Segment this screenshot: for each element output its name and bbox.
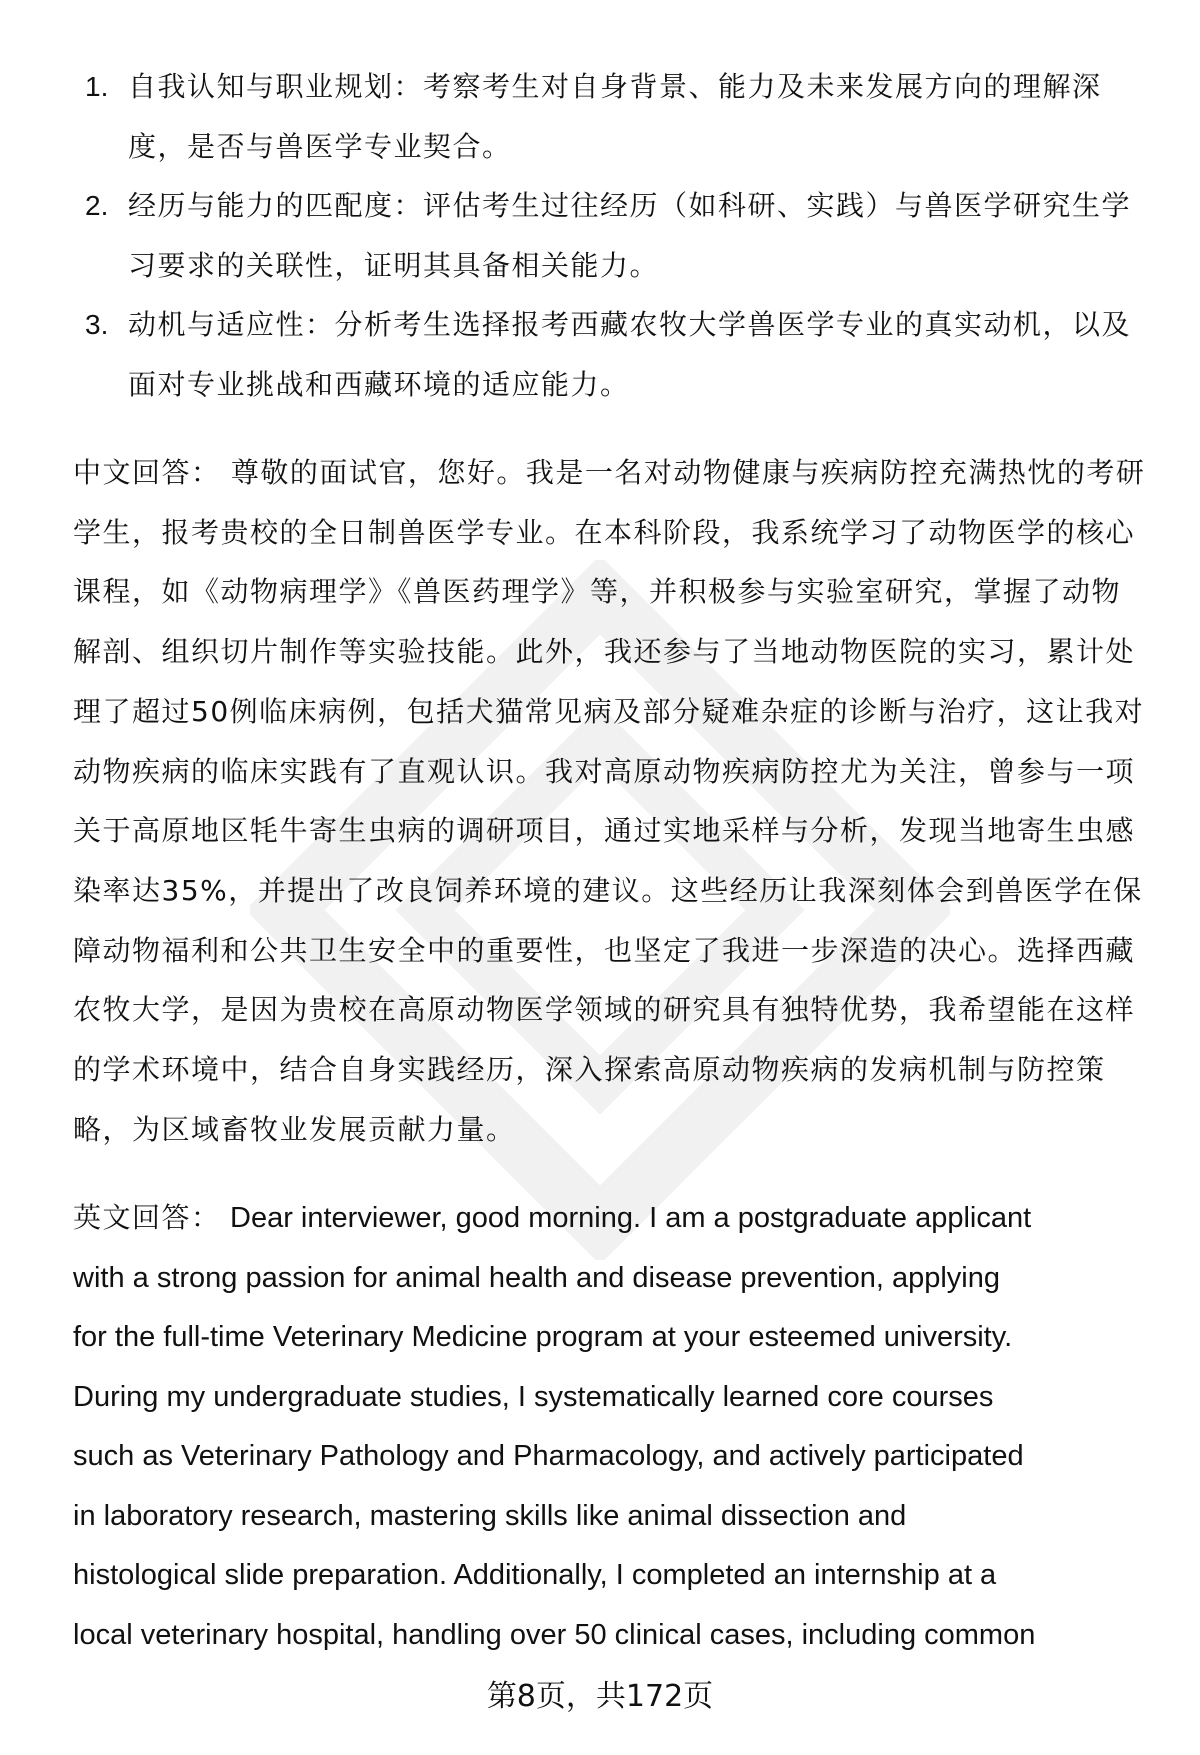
english-answer-label: 英文回答： (73, 1201, 221, 1234)
english-answer-line: for the full-time Veterinary Medicine program at your esteemed university. (73, 1321, 1013, 1353)
chinese-answer-line: 关于高原地区牦牛寄生虫病的调研项目，通过实地采样与分析，发现当地寄生虫感 (73, 814, 1136, 848)
list-item-text: 动机与适应性：分析考生选择报考西藏农牧大学兽医学专业的真实动机，以及 (128, 308, 1132, 341)
chinese-answer-line: 略，为区域畜牧业发展贡献力量。 (73, 1112, 516, 1146)
chinese-answer-line: 动物疾病的临床实践有了直观认识。我对高原动物疾病防控尤为关注，曾参与一项 (73, 754, 1136, 788)
chinese-answer-line: 学生，报考贵校的全日制兽医学专业。在本科阶段，我系统学习了动物医学的核心 (73, 515, 1136, 549)
chinese-answer-line: 障动物福利和公共卫生安全中的重要性，也坚定了我进一步深造的决心。选择西藏 (73, 933, 1136, 967)
english-answer-line: local veterinary hospital, handling over 50 clinical cases, including common (73, 1618, 1036, 1651)
chinese-answer-line: 解剖、组织切片制作等实验技能。此外，我还参与了当地动物医院的实习，累计处 (73, 635, 1136, 669)
chinese-answer-line: 农牧大学，是因为贵校在高原动物医学领域的研究具有独特优势，我希望能在这样 (73, 993, 1136, 1027)
list-item-text: 面对专业挑战和西藏环境的适应能力。 (128, 367, 630, 401)
chinese-answer-line: 课程，如《动物病理学》《兽医药理学》等，并积极参与实验室研究，掌握了动物 (73, 575, 1122, 609)
list-item-text: 度，是否与兽医学专业契合。 (128, 129, 512, 163)
list-item-text: 习要求的关联性，证明其具备相关能力。 (128, 248, 660, 282)
chinese-answer-line: 染率达35%，并提出了改良饲养环境的建议。这些经历让我深刻体会到兽医学在保 (73, 873, 1143, 907)
list-item-number: 3. (85, 309, 109, 340)
english-answer-line: During my undergraduate studies, I systematically learned core courses (73, 1380, 994, 1413)
list-item-number: 1. (85, 71, 109, 102)
english-answer-line: histological slide preparation. Additionally, I completed an internship at a (73, 1559, 997, 1591)
page-number: 第8页，共172页 (486, 1679, 714, 1714)
list-item-text: 经历与能力的匹配度：评估考生过往经历（如科研、实践）与兽医学研究生学 (128, 189, 1132, 222)
english-answer-line: with a strong passion for animal health and disease prevention, applying (73, 1261, 1000, 1294)
chinese-answer-line: 中文回答： 尊敬的面试官，您好。我是一名对动物健康与疾病防控充满热忱的考研 (73, 456, 1146, 489)
english-answer-line: Dear interviewer, good morning. I am a postgraduate applicant (230, 1202, 1032, 1234)
chinese-answer-line: 理了超过50例临床病例，包括犬猫常见病及部分疑难杂症的诊断与治疗，这让我对 (73, 694, 1145, 728)
english-answer-line: such as Veterinary Pathology and Pharmacology, and actively participated (73, 1440, 1024, 1472)
list-item-text: 自我认知与职业规划：考察考生对自身背景、能力及未来发展方向的理解深 (128, 70, 1102, 103)
english-answer-line: in laboratory research, mastering skills like animal dissection and (73, 1499, 907, 1532)
list-item-number: 2. (85, 190, 109, 221)
chinese-answer-line: 的学术环境中，结合自身实践经历，深入探索高原动物疾病的发病机制与防控策 (73, 1053, 1106, 1086)
